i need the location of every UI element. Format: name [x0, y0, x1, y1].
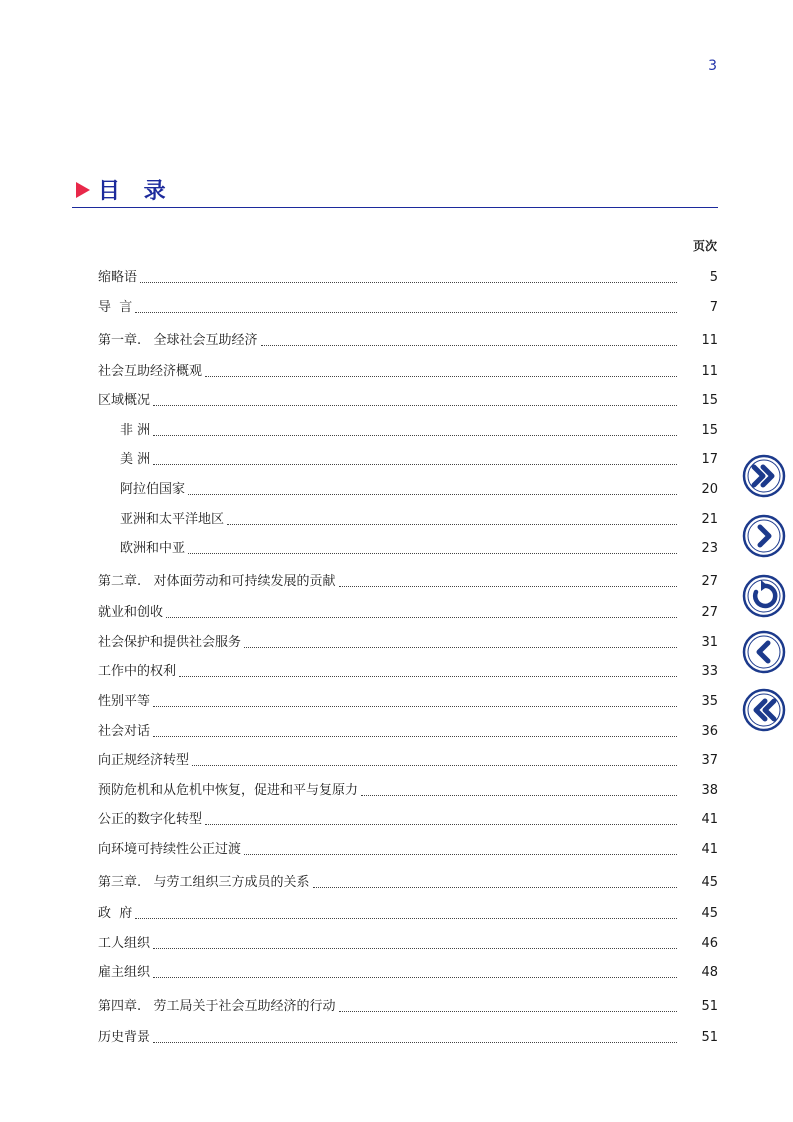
- toc-entry-label: 第二章. 对体面劳动和可持续发展的贡献: [98, 574, 336, 589]
- toc-entry-page: 37: [701, 753, 718, 768]
- toc-leader-dots: [153, 405, 677, 406]
- toc-leader-dots: [205, 824, 677, 825]
- toc-entry-label: 公正的数字化转型: [98, 812, 203, 827]
- page-number: 3: [708, 58, 717, 74]
- toc-entry-chapter-4[interactable]: [98, 995, 718, 1015]
- toc-leader-dots: [135, 918, 677, 919]
- toc-entry-label: 亚洲和太平洋地区: [120, 512, 225, 527]
- toc-entry-page: 45: [701, 906, 718, 921]
- previous-page-icon: [744, 632, 784, 672]
- last-page-icon: [744, 456, 784, 496]
- toc-entry-page: 45: [701, 875, 718, 890]
- toc-leader-dots: [153, 977, 677, 978]
- toc-entry-label: 雇主组织: [98, 965, 151, 980]
- toc-entry-page: 51: [701, 999, 718, 1014]
- toc-entry-page: 11: [701, 364, 718, 379]
- toc-entry-governments[interactable]: [98, 902, 718, 922]
- toc-leader-dots: [153, 1042, 677, 1043]
- toc-entry-rights-at-work[interactable]: [98, 660, 718, 680]
- toc-entry-label: 阿拉伯国家: [120, 482, 186, 497]
- title-divider: [72, 207, 718, 208]
- toc-entry-page: 7: [709, 300, 718, 315]
- toc-entry-label: 工作中的权利: [98, 664, 177, 679]
- toc-leader-dots: [361, 795, 677, 796]
- toc-leader-dots: [261, 345, 677, 346]
- toc-leader-dots: [135, 312, 677, 313]
- toc-entry-social-protection[interactable]: [98, 631, 718, 651]
- toc-entry-page: 31: [701, 635, 718, 650]
- toc-leader-dots: [140, 282, 677, 283]
- toc-entry-label: 缩略语: [98, 270, 138, 285]
- last-page-button[interactable]: [742, 454, 786, 498]
- toc-leader-dots: [166, 617, 677, 618]
- toc-entry-americas[interactable]: [120, 448, 718, 468]
- toc-entry-label: 第三章. 与劳工组织三方成员的关系: [98, 875, 310, 890]
- toc-entry-introduction[interactable]: [98, 296, 718, 316]
- toc-entry-page: 41: [701, 842, 718, 857]
- toc-leader-dots: [339, 1011, 677, 1012]
- toc-entry-abbreviations[interactable]: [98, 266, 718, 286]
- toc-entry-chapter-3[interactable]: [98, 871, 718, 891]
- toc-leader-dots: [153, 435, 677, 436]
- toc-leader-dots: [179, 676, 677, 677]
- toc-entry-gender-equality[interactable]: [98, 690, 718, 710]
- toc-entry-formal-economy[interactable]: [98, 749, 718, 769]
- toc-leader-dots: [205, 376, 677, 377]
- toc-leader-dots: [188, 494, 677, 495]
- toc-entry-crisis-recovery[interactable]: [98, 779, 718, 799]
- toc-entry-asia-pacific[interactable]: [120, 508, 718, 528]
- toc-entry-label: 预防危机和从危机中恢复，促进和平与复原力: [98, 783, 359, 798]
- play-arrow-icon: [76, 182, 90, 198]
- toc-leader-dots: [244, 854, 677, 855]
- toc-entry-label: 性别平等: [98, 694, 151, 709]
- next-page-icon: [744, 516, 784, 556]
- toc-entry-overview[interactable]: [98, 360, 718, 380]
- toc-leader-dots: [244, 647, 677, 648]
- toc-entry-label: 欧洲和中亚: [120, 541, 186, 556]
- next-page-button[interactable]: [742, 514, 786, 558]
- toc-title-row: [76, 174, 174, 205]
- toc-entry-page: 20: [701, 482, 718, 497]
- toc-entry-label: 政 府: [98, 906, 133, 921]
- toc-entry-page: 48: [701, 965, 718, 980]
- toc-entry-page: 51: [701, 1030, 718, 1045]
- toc-leader-dots: [153, 736, 677, 737]
- toc-entry-page: 27: [701, 574, 718, 589]
- toc-entry-just-transition[interactable]: [98, 838, 718, 858]
- toc-entry-page: 23: [701, 541, 718, 556]
- toc-entry-page: 15: [701, 393, 718, 408]
- toc-leader-dots: [339, 586, 677, 587]
- toc-entry-label: 导 言: [98, 300, 133, 315]
- toc-entry-page: 35: [701, 694, 718, 709]
- back-icon: [744, 576, 784, 616]
- toc-leader-dots: [313, 887, 677, 888]
- toc-entry-page: 17: [701, 452, 718, 467]
- back-button[interactable]: [742, 574, 786, 618]
- toc-entry-page: 33: [701, 664, 718, 679]
- toc-leader-dots: [227, 524, 677, 525]
- previous-page-button[interactable]: [742, 630, 786, 674]
- toc-leader-dots: [153, 948, 677, 949]
- toc-entry-label: 第四章. 劳工局关于社会互助经济的行动: [98, 999, 336, 1014]
- toc-entry-label: 就业和创收: [98, 605, 164, 620]
- toc-page-header: 页次: [692, 239, 717, 253]
- toc-entry-employment[interactable]: [98, 601, 718, 621]
- toc-entry-label: 社会保护和提供社会服务: [98, 635, 242, 650]
- toc-entry-page: 5: [709, 270, 718, 285]
- toc-entry-page: 15: [701, 423, 718, 438]
- toc-entry-africa[interactable]: [120, 419, 718, 439]
- toc-entry-label: 社会对话: [98, 724, 151, 739]
- toc-entry-page: 38: [701, 783, 718, 798]
- first-page-button[interactable]: [742, 688, 786, 732]
- toc-entry-europe-central-asia[interactable]: [120, 537, 718, 557]
- toc-entry-label: 社会互助经济概观: [98, 364, 203, 379]
- toc-title: 目 录: [98, 179, 174, 204]
- toc-entry-page: 27: [701, 605, 718, 620]
- toc-entry-label: 工人组织: [98, 936, 151, 951]
- toc-entry-label: 美 洲: [120, 452, 151, 467]
- toc-entry-page: 46: [701, 936, 718, 951]
- toc-entry-label: 第一章. 全球社会互助经济: [98, 333, 258, 348]
- toc-entry-label: 历史背景: [98, 1030, 151, 1045]
- toc-entry-historical-background[interactable]: [98, 1026, 718, 1046]
- toc-leader-dots: [153, 464, 677, 465]
- toc-entry-digital-transition[interactable]: [98, 808, 718, 828]
- toc-leader-dots: [192, 765, 677, 766]
- toc-entry-chapter-1[interactable]: [98, 329, 718, 349]
- toc-entry-page: 41: [701, 812, 718, 827]
- toc-entry-social-dialogue[interactable]: [98, 720, 718, 740]
- toc-entry-label: 向环境可持续性公正过渡: [98, 842, 242, 857]
- toc-entry-arab-states[interactable]: [120, 478, 718, 498]
- toc-entry-label: 向正规经济转型: [98, 753, 190, 768]
- toc-entry-page: 36: [701, 724, 718, 739]
- toc-entry-regional-profiles[interactable]: [98, 389, 718, 409]
- toc-entry-page: 21: [701, 512, 718, 527]
- toc-entry-chapter-2[interactable]: [98, 570, 718, 590]
- toc-entry-label: 区域概况: [98, 393, 151, 408]
- toc-leader-dots: [188, 553, 677, 554]
- toc-entry-page: 11: [701, 333, 718, 348]
- toc-entry-label: 非 洲: [120, 423, 151, 438]
- toc-entry-employers-organizations[interactable]: [98, 961, 718, 981]
- toc-leader-dots: [153, 706, 677, 707]
- toc-entry-workers-organizations[interactable]: [98, 932, 718, 952]
- first-page-icon: [744, 690, 784, 730]
